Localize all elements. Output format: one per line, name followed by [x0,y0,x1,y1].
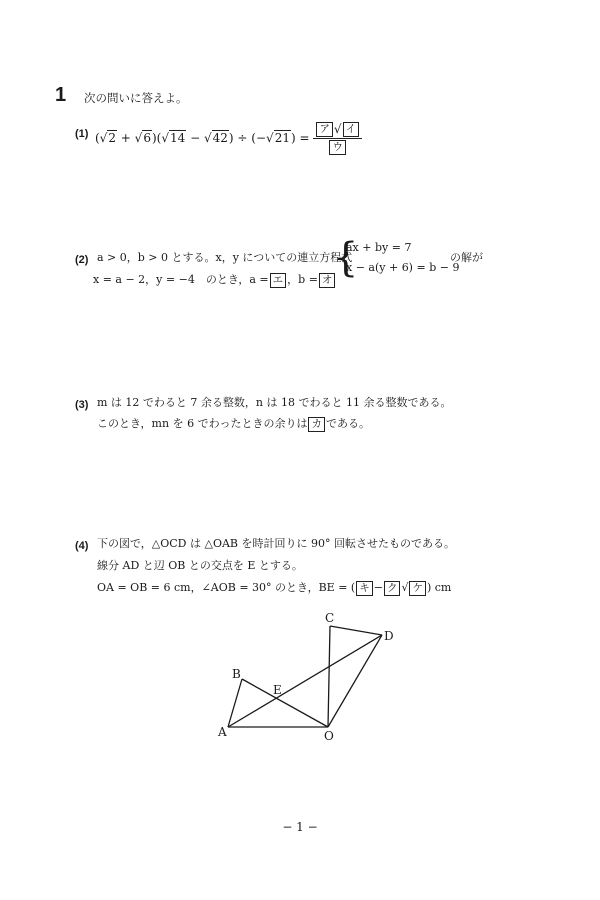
answer-box-ki[interactable]: キ [356,581,373,596]
answer-box-ka[interactable]: カ [308,417,325,432]
answer-box-ku[interactable]: ク [384,581,401,596]
q2-line2-text: x = a − 2，y = −4 のとき，a = [93,273,269,286]
point-label-b: B [232,667,241,681]
point-label-d: D [384,629,394,643]
answer-box-a[interactable]: ア [316,122,333,137]
point-label-a: A [218,725,227,739]
q2-number: (2) [75,254,89,266]
q1-expression: (√2 + √6)(√14 − √42) ÷ (−√21) = $\frac{\text{ア √ イ}}{\text{ウ}}$ [95,122,362,155]
segment-cd [330,626,382,635]
q2-line1: a > 0，b > 0 とする。x，y についての連立方程式 [97,251,353,264]
q4-number: (4) [75,540,89,552]
q3-line2-text: このとき，mn を 6 でわったときの余りは [97,417,308,430]
answer-box-o[interactable]: オ [319,273,336,288]
answer-box-ke[interactable]: ケ [409,581,426,596]
q2-equation-2: x − a(y + 6) = b − 9 [346,261,460,274]
q2-line1-post: の解が [450,251,483,264]
q4-line1: 下の図で，△OCD は △OAB を時計回りに 90° 回転させたものである。 [97,537,455,550]
section-heading: 次の問いに答えよ。 [84,91,188,105]
q4-line3-text: OA = OB = 6 cm，∠AOB = 30° のとき，BE = ( [97,581,356,594]
q4-minus: − [373,581,383,594]
q3-line2-post: である。 [325,417,370,430]
q4-line2: 線分 AD と辺 OB との交点を E とする。 [97,559,303,572]
q2-line2-mid: ，b = [287,273,318,286]
answer-box-u[interactable]: ウ [329,140,346,155]
point-label-o: O [324,729,334,743]
q4-line3-post: ) cm [426,581,452,594]
q1-sqrt21: 21 [274,131,290,145]
q1-sqrt14: 14 [169,131,186,145]
section-number: 1 [55,84,67,106]
q1-plus: + [120,131,131,145]
q1-number: (1) [75,128,89,140]
q3-number: (3) [75,399,89,411]
q1-sqrt42: 42 [212,131,228,145]
q1-negative: − [255,131,267,145]
segment-do [328,635,382,727]
segment-oc [328,626,330,727]
page-number: − 1 − [282,820,318,834]
point-label-c: C [325,611,335,625]
segment-bo [242,679,328,727]
segment-ad [228,635,382,727]
q2-system-brace: { [333,235,359,281]
q3-line1: m は 12 でわると 7 余る整数，n は 18 でわると 11 余る整数である。 [97,396,452,409]
point-label-e: E [273,683,282,697]
q2-equation-1: ax + by = 7 [346,241,412,254]
answer-box-e[interactable]: エ [270,273,287,288]
q1-divide: ÷ [237,131,248,145]
q1-sqrt6: 6 [143,131,151,145]
q1-equals: = [299,131,310,145]
q1-minus: − [190,131,201,145]
answer-box-i[interactable]: イ [343,122,360,137]
q1-sqrt2: 2 [108,131,116,145]
q4-line3: OA = OB = 6 cm，∠AOB = 30° のとき，BE = ( キ − ク √ ケ ) cm [97,581,452,594]
q1-numerator: ア √ イ [313,122,362,139]
